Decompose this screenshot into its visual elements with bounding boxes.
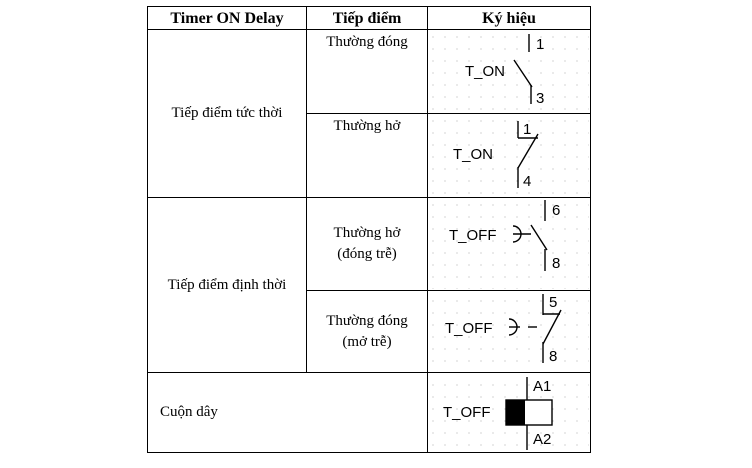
no-instant-pin-top: 1	[523, 121, 532, 138]
no-timed-label: T_OFF	[449, 227, 497, 244]
header-contact: Tiếp điểm	[332, 9, 402, 27]
nc-instant-pin-bottom: 3	[536, 90, 545, 107]
nc-timed-pin-top: 5	[549, 294, 558, 311]
row-no-timed-line1: Thường hở	[333, 225, 401, 241]
no-instant-label: T_ON	[453, 146, 494, 163]
group-timed-contact: Tiếp điểm định thời	[167, 276, 287, 293]
header-symbol: Ký hiệu	[482, 9, 536, 27]
no-instant-pin-bottom: 4	[523, 173, 532, 190]
row-no-timed-line2: (đóng trễ)	[337, 246, 397, 262]
coil-pin-top: A1	[533, 378, 552, 395]
nc-timed-label: T_OFF	[445, 320, 493, 337]
header-timer-on-delay: Timer ON Delay	[170, 9, 284, 27]
coil-pin-bottom: A2	[533, 431, 552, 448]
nc-instant-label: T_ON	[465, 63, 506, 80]
group-instant-contact: Tiếp điểm tức thời	[171, 105, 283, 121]
row-nc-timed-line2: (mở trễ)	[342, 333, 392, 350]
no-timed-pin-top: 6	[552, 202, 561, 219]
nc-instant-pin-top: 1	[536, 36, 545, 53]
row-nc-timed-line1: Thường đóng	[326, 312, 408, 329]
row-no-instant: Thường hở	[333, 118, 401, 134]
group-coil: Cuộn dây	[160, 404, 218, 420]
no-timed-pin-bottom: 8	[552, 255, 561, 272]
coil-label: T_OFF	[443, 404, 491, 421]
nc-timed-pin-bottom: 8	[549, 348, 558, 365]
row-nc-instant: Thường đóng	[326, 34, 408, 50]
